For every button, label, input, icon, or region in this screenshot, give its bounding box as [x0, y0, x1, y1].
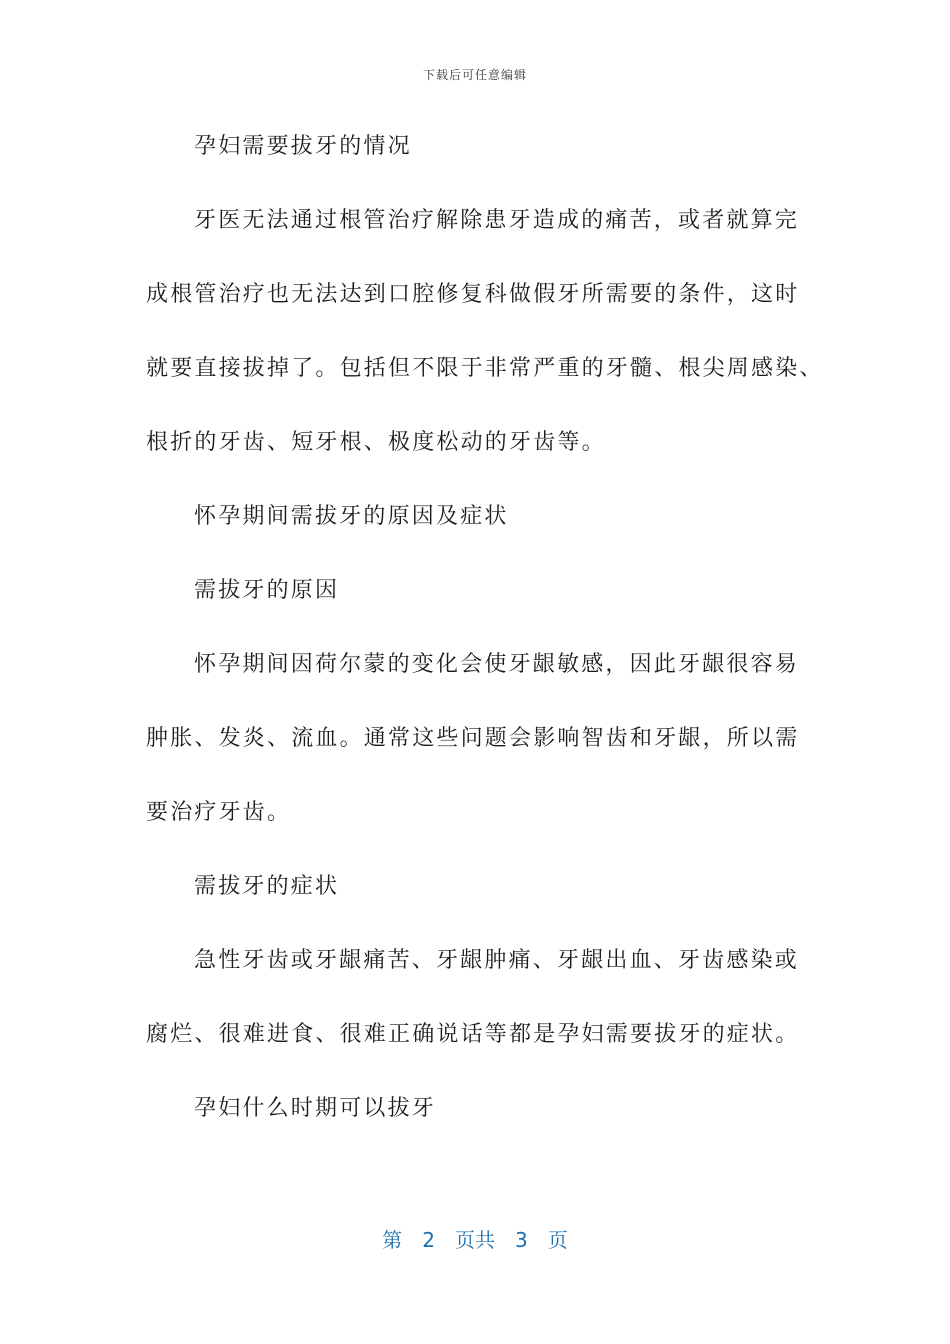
footer-suffix: 页: [547, 1228, 568, 1252]
footer-total-pages: 3: [515, 1228, 528, 1252]
paragraph-line: 就要直接拔掉了。包括但不限于非常严重的牙髓、根尖周感染、: [146, 356, 824, 381]
document-body: [146, 128, 824, 1164]
paragraph-line: 急性牙齿或牙龈痛苦、牙龈肿痛、牙龈出血、牙齿感染或: [194, 948, 800, 973]
footer-middle: 页共: [455, 1228, 495, 1252]
paragraph-line: 需拔牙的原因: [194, 578, 340, 603]
paragraph-line: 腐烂、很难进食、很难正确说话等都是孕妇需要拔牙的症状。: [146, 1022, 800, 1047]
paragraph-line: 牙医无法通过根管治疗解除患牙造成的痛苦，或者就算完: [194, 208, 800, 233]
footer-prefix: 第: [382, 1228, 403, 1252]
paragraph-line: 需拔牙的症状: [194, 874, 340, 899]
paragraph-line: 孕妇需要拔牙的情况: [194, 134, 412, 159]
paragraph-line: 怀孕期间因荷尔蒙的变化会使牙龈敏感，因此牙龈很容易: [194, 652, 800, 677]
header-note: 下载后可任意编辑: [422, 68, 527, 82]
paragraph-line: 根折的牙齿、短牙根、极度松动的牙齿等。: [146, 430, 606, 455]
paragraph-line: 肿胀、发炎、流血。通常这些问题会影响智齿和牙龈，所以需: [146, 726, 800, 751]
page-footer: [0, 1224, 950, 1253]
paragraph-line: 要治疗牙齿。: [146, 800, 292, 825]
paragraph-line: 怀孕期间需拔牙的原因及症状: [194, 504, 509, 529]
paragraph-line: 孕妇什么时期可以拔牙: [194, 1096, 437, 1121]
paragraph-line: 成根管治疗也无法达到口腔修复科做假牙所需要的条件，这时: [146, 282, 800, 307]
footer-page-number: 2: [422, 1228, 435, 1252]
